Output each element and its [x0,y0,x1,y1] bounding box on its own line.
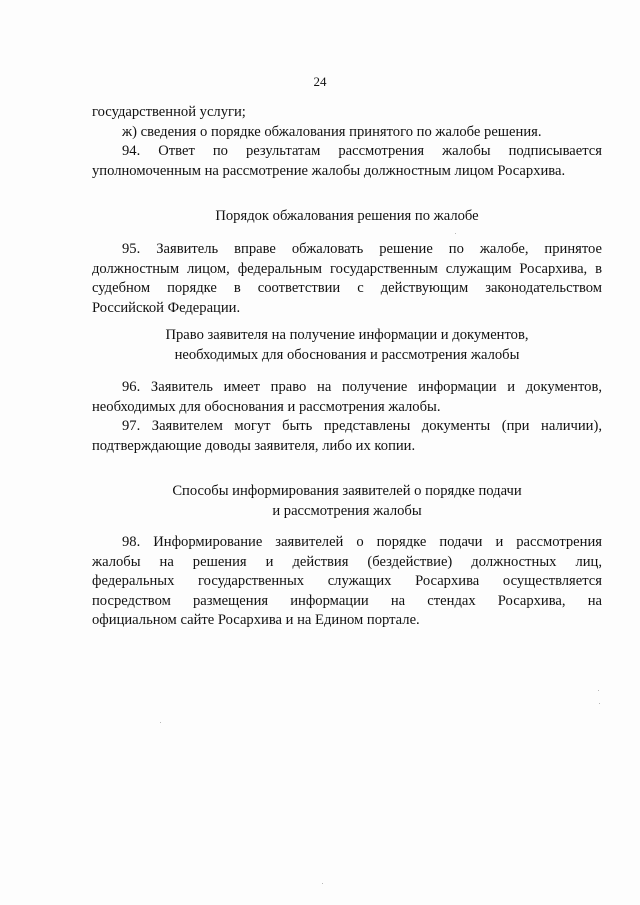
text-line: 97. Заявителем могут быть представлены документы (при наличии), [122,418,602,434]
paragraph-block-2 [92,240,602,318]
text-line: должностным лицом, федеральным государственным служащим Росархива, в [92,260,602,277]
heading-line: и рассмотрения жалобы [272,503,422,519]
section-heading-2 [92,325,602,365]
paragraph-block-4 [92,533,602,631]
scan-speck [455,233,456,234]
heading-line: Способы информирования заявителей о порядке подачи [172,483,522,499]
text-line: 95. Заявитель вправе обжаловать решение по жалобе, принятое [122,241,602,257]
heading-line: Право заявителя на получение информации и документов, [165,327,529,343]
heading-line: Порядок обжалования решения по жалобе [215,208,479,224]
section-heading-3 [92,481,602,521]
text-line: подтверждающие доводы заявителя, либо их копии. [92,437,416,454]
text-line: федеральных государственных служащих Росархива осуществляется [92,573,602,589]
page-number: 24 [313,74,327,89]
text-line: посредством размещения информации на стендах Росархива, на [92,592,602,609]
text-line: 98. Информирование заявителей о порядке подачи и рассмотрения [122,534,602,550]
text-line: необходимых для обоснования и рассмотрения жалобы. [92,398,441,415]
text-line: ж) сведения о порядке обжалования принятого по жалобе решения. [122,123,542,140]
scan-speck [598,690,599,691]
heading-line: необходимых для обоснования и рассмотрения жалобы [174,347,520,363]
scan-speck [322,883,323,884]
scan-speck [160,722,161,723]
text-line: государственной услуги; [92,104,246,120]
text-line: судебном порядке в соответствии с действующим законодательством [92,280,602,296]
paragraph-block-3 [92,378,602,456]
paragraph-block-1 [92,103,602,181]
text-line: жалобы на решения и действия (бездействие) должностных лиц, [92,553,602,570]
text-line: Российской Федерации. [92,299,241,316]
text-line: 96. Заявитель имеет право на получение информации и документов, [122,379,602,395]
text-line: официальном сайте Росархива и на Едином портале. [92,612,420,628]
text-line: уполномоченным на рассмотрение жалобы должностным лицом Росархива. [92,162,566,179]
section-heading-1 [92,206,602,226]
scan-speck [599,703,600,704]
text-line: 94. Ответ по результатам рассмотрения жалобы подписывается [122,143,602,159]
